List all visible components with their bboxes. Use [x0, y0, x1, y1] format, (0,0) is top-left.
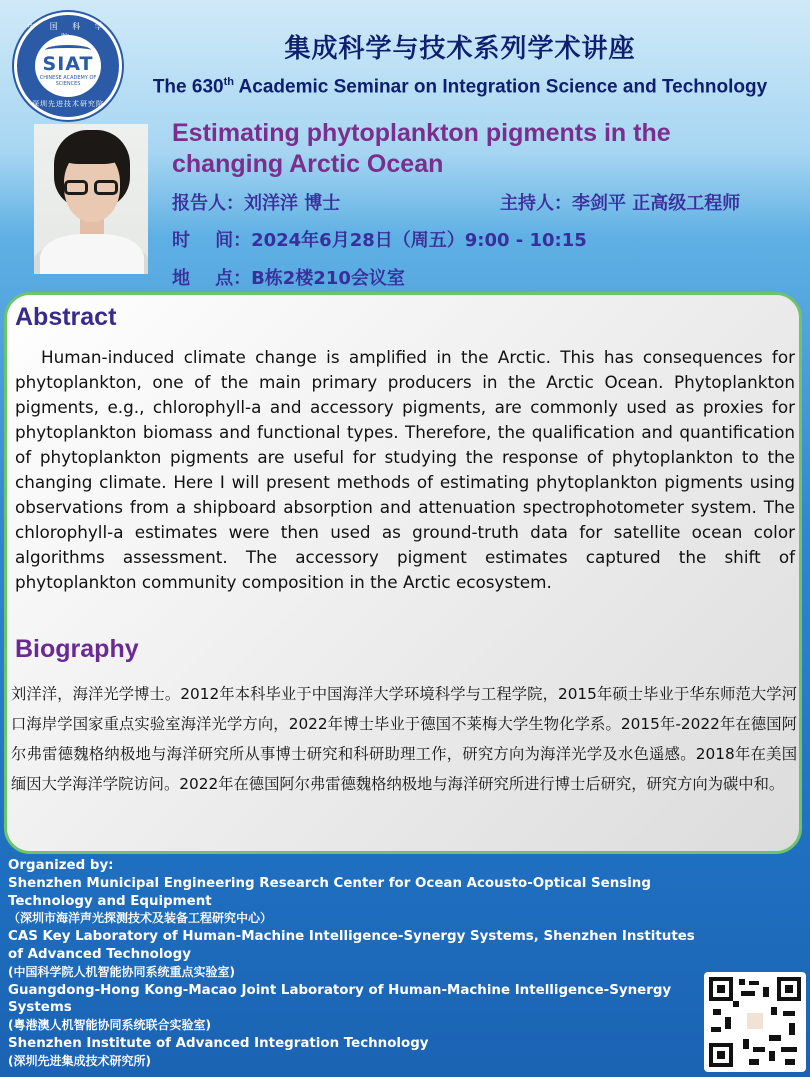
talk-title — [172, 118, 792, 180]
organizer-1-en: CAS Key Laboratory of Human-Machine Intelligence-Synergy Systems, Shenzhen Institutes of Advanced Technology — [8, 929, 695, 962]
siat-logo — [14, 12, 122, 120]
speaker-info: 报告人：刘洋洋 博士 — [172, 193, 341, 214]
qr-finder-icon — [777, 977, 801, 1001]
seminar-title-en-prefix: The 630 — [152, 76, 224, 98]
seminar-title-en — [130, 76, 790, 98]
photo-fringe — [60, 138, 122, 164]
seminar-title-en-suffix: Academic Seminar on Integration Science and Technology — [233, 76, 768, 98]
organizer-1-cn: (中国科学院人机智能协同系统重点实验室) — [8, 964, 235, 979]
logo-ring-top-text: 中 国 科 学 — [27, 22, 109, 31]
time-info: 时 间：2024年6月28日（周五）9:00 - 10:15 — [172, 230, 587, 251]
qr-finder-icon — [709, 1043, 733, 1067]
seminar-title-en-sup: th — [223, 76, 234, 88]
organizer-3-cn: (深圳先进集成技术研究所) — [8, 1053, 151, 1068]
talk-title-line2: changing Arctic Ocean — [172, 150, 444, 178]
logo-subtext: CHINESE ACADEMY OF SCIENCES — [39, 75, 97, 87]
organizer-0-cn: （深圳市海洋声光探测技术及装备工程研究中心） — [8, 911, 273, 926]
organizer-0-en: Shenzhen Municipal Engineering Research Center for Ocean Acousto-Optical Sensing Technology and Equipment — [8, 875, 651, 909]
biography-text: 刘洋洋，海洋光学博士。2012年本科毕业于中国海洋大学环境科学与工程学院，2015年硕士毕业于华东师范大学河口海岸学国家重点实验室海洋光学方向，2022年博士毕业于德国不莱梅大学生物化学系。2015年-2022年在德国阿尔弗雷德魏格纳极地与海洋研究所从事博士研究和科研助理工作，研究方向为海洋光学及水色遥感。2018年在美国缅因大学海洋学院访问。2022年在德国阿尔弗雷德魏格纳极地与海洋研究所进行博士后研究，研究方向为碳中和。 — [11, 685, 797, 793]
abstract-heading: Abstract — [15, 303, 117, 331]
organizer-3-en: Shenzhen Institute of Advanced Integration Technology — [8, 1035, 429, 1051]
abstract-text: Human-induced climate change is amplified in the Arctic. This has consequences for phytoplankton, one of the main primary producers in the Arctic Ocean. Phytoplankton pigments, e.g., chlorophyll-a and accessory pigments, are commonly used as proxies for phytoplankton biomass and functional types. Therefore, the qualification and quantification of phytoplankton pigments are useful for studying the response of phytoplankton to the changing climate. Here I will present methods of estimating phytoplankton pigments using observations from a shipboard absorption and attenuation spectrophotometer system. The chlorophyll-a estimates were then used as ground-truth data for satellite ocean color algorithms assessment. The accessory pigment estimates captured the shift of phytoplankton community composition in the Arctic ecosystem. — [15, 347, 795, 592]
logo-ring-bottom-text: 深圳先进技术研究院 — [32, 100, 104, 108]
qr-finder-icon — [709, 977, 733, 1001]
organizer-2-en: Guangdong-Hong Kong-Macao Joint Laboratory of Human-Machine Intelligence-Synergy Systems — [8, 982, 672, 1016]
biography-heading: Biography — [15, 635, 139, 663]
qr-code-pattern — [709, 977, 801, 1067]
qr-center-logo — [745, 1011, 765, 1031]
logo-mark: SIAT — [42, 53, 94, 75]
qr-code — [704, 972, 806, 1072]
talk-title-line1: Estimating phytoplankton pigments in the — [172, 119, 671, 147]
place-info: 地 点：B栋2楼210会议室 — [172, 268, 405, 289]
seminar-title-cn: 集成科学与技术系列学术讲座 — [284, 34, 636, 64]
photo-glasses — [64, 180, 120, 196]
photo-shirt — [40, 234, 144, 274]
speaker-photo — [34, 124, 148, 274]
organizer-2-cn: (粤港澳人机智能协同系统联合实验室) — [8, 1018, 211, 1033]
organizers — [8, 857, 698, 1071]
content-panel — [4, 292, 802, 854]
organizers-label: Organized by: — [8, 858, 114, 873]
host-info: 主持人：李剑平 正高级工程师 — [500, 193, 741, 214]
